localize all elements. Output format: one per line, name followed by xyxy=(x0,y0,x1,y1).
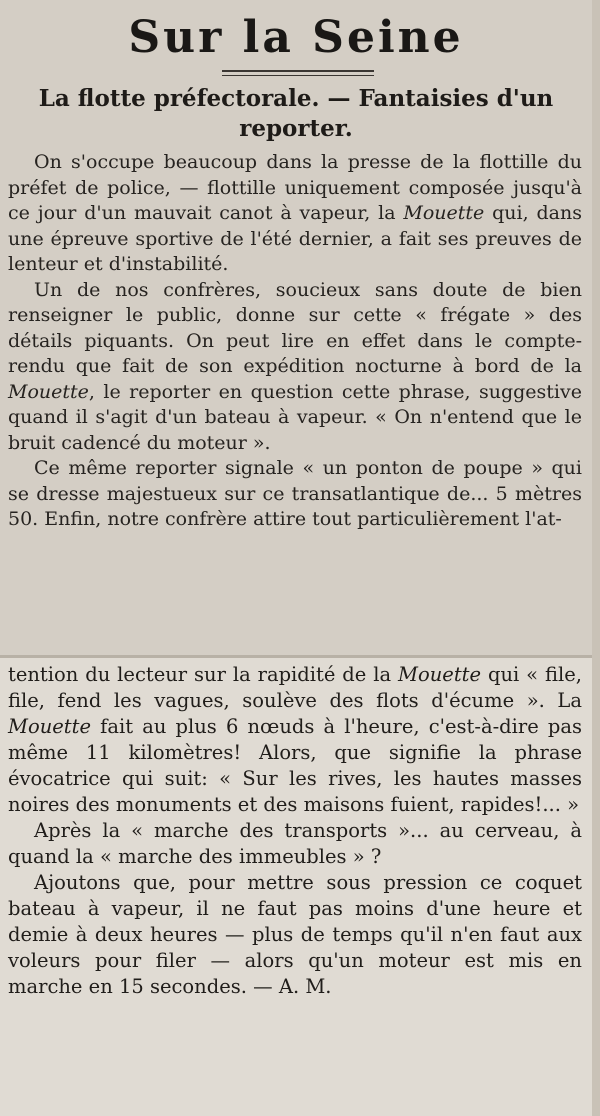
paragraph-text: Un de nos confrères, soucieux sans doute de bien renseigner le public, donne sur cette « frégate » des détails piquants. On peut lire en effet dans le compte-rendu que fait de son expédition nocturne à bord de la xyxy=(8,278,582,377)
article-paragraph xyxy=(8,818,582,870)
paragraph-text: qui « file, file, fend les vagues, soulève des flots d'écume ». La xyxy=(8,663,582,712)
paragraph-text: On s'occupe beaucoup dans la presse de la flottille du préfet de police, — flottille uniquement composée jusqu'à ce jour d'un mauvait canot à vapeur, la xyxy=(8,151,582,224)
paper-seam xyxy=(0,655,600,658)
article-paragraph xyxy=(8,662,582,818)
article-body-upper xyxy=(8,150,582,533)
paragraph-text: qui, dans une épreuve sportive de l'été dernier, a fait ses preuves de lenteur et d'instabilité. xyxy=(8,202,582,275)
article-paragraph xyxy=(8,870,582,1000)
article-paragraph xyxy=(8,150,582,278)
paragraph-text: fait au plus 6 nœuds à l'heure, c'est-à-dire pas même 11 kilomètres! Alors, que signifie la phrase évocatrice qui suit: « Sur les rives, les hautes masses noires des monuments et des maisons fuient, rapides!... » xyxy=(8,715,582,816)
paragraph-text: tention du lecteur sur la rapidité de la xyxy=(8,663,399,686)
article-title: Sur la Seine xyxy=(128,12,464,63)
italic-text: Mouette xyxy=(398,663,482,686)
article-paragraph xyxy=(8,456,582,533)
paragraph-text: , le reporter en question cette phrase, suggestive quand il s'agit d'un bateau à vapeur. « On n'entend que le bruit cadencé du moteur ». xyxy=(8,380,582,454)
italic-text: Mouette xyxy=(8,715,92,738)
article-body-lower xyxy=(8,662,582,1000)
paragraph-text: Ajoutons que, pour mettre sous pression ce coquet bateau à vapeur, il ne faut pas moins d'une heure et demie à deux heures — plus de temps qu'il n'en faut aux voleurs pour filer — alors qu'un moteur est mis en marche en 15 secondes. — A. M. xyxy=(8,871,582,998)
italic-text: Mouette xyxy=(403,202,485,224)
paper-edge xyxy=(592,0,600,1116)
article-subtitle: La flotte préfectorale. — Fantaisies d'un reporter. xyxy=(38,85,554,142)
title-rule-thin xyxy=(222,75,374,76)
paragraph-text: Après la « marche des transports »... au cerveau, à quand la « marche des immeubles » ? xyxy=(8,819,582,868)
title-rule xyxy=(222,70,374,72)
article-paragraph xyxy=(8,278,582,457)
italic-text: Mouette xyxy=(8,380,89,403)
paragraph-text: Ce même reporter signale « un ponton de poupe » qui se dresse majestueux sur ce transatlantique de... 5 mètres 50. Enfin, notre confrère attire tout particulièrement l'at- xyxy=(8,457,582,530)
